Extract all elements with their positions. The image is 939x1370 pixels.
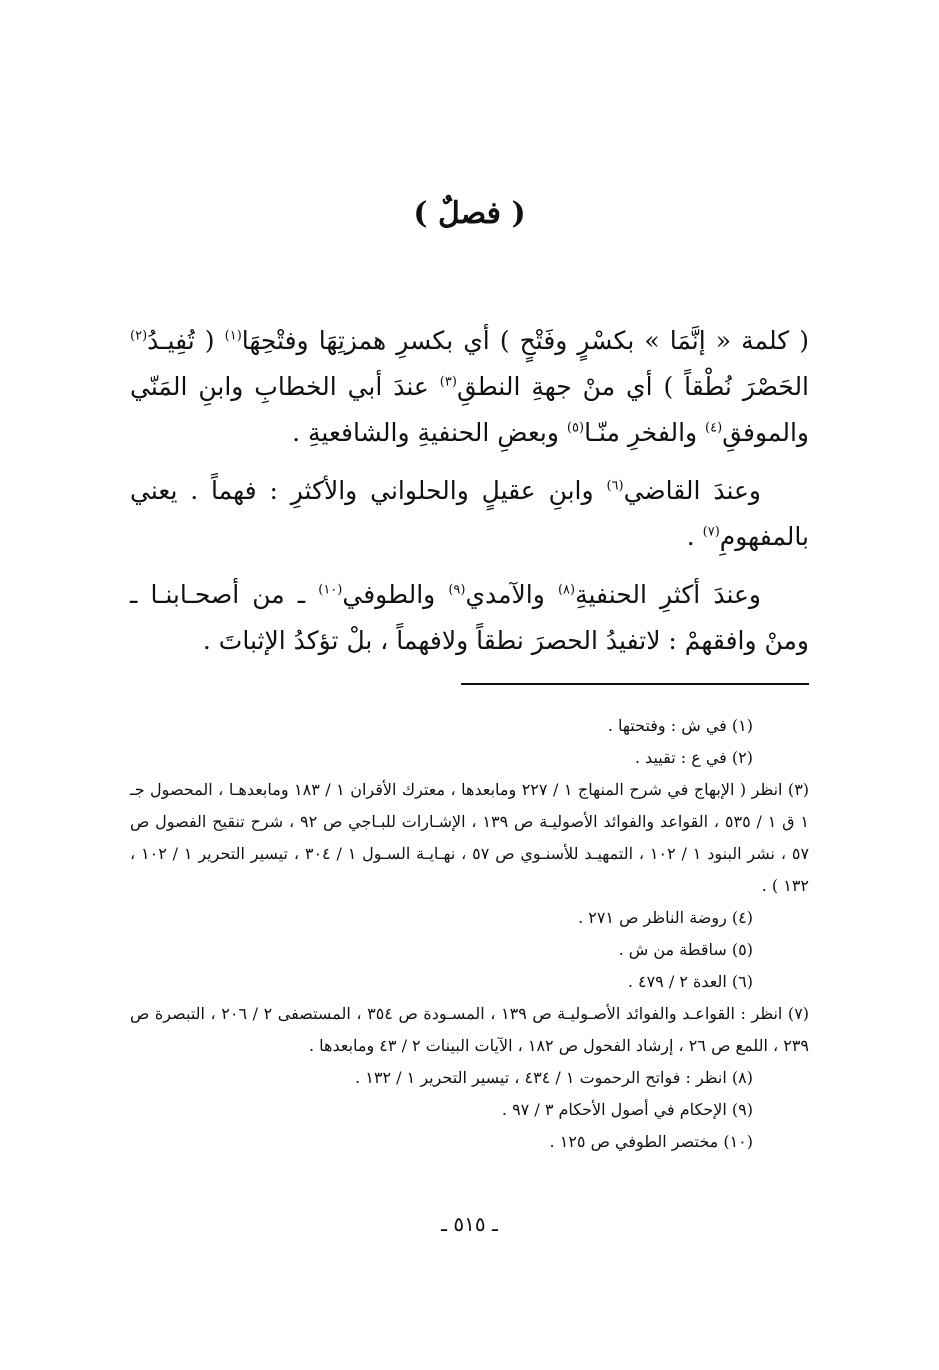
main-text (130, 318, 809, 676)
footnote: (٩) الإحكام في أصول الأحكام ٣ / ٩٧ . (501, 1100, 753, 1119)
footnote-marker: (٣) (439, 374, 457, 390)
text-run: ( كلمة « إنَّمَا » بكسْرٍ وفَتْحٍ ) أي بكسرِ همزتِهَا وفتْحِهَا (241, 326, 809, 355)
text-run: ( تُفِيـدُ (147, 326, 225, 355)
footnote: (٥) ساقطة من ش . (618, 940, 753, 959)
footnote: (١) في ش : وفتحتها . (607, 716, 753, 735)
text-run: وبعضِ الحنفيةِ والشافعيةِ . (292, 418, 567, 447)
footnote-separator (461, 683, 809, 685)
footnote: (٤) روضة الناظر ص ٢٧١ . (578, 908, 753, 927)
footnote-marker: (٢) (130, 328, 148, 344)
footnote: (٧) انظر : القواعـد والفوائد الأصـوليـة ص ١٣٩ ، المسـودة ص ٣٥٤ ، المستصفى ٢ / ٢٠٦ ، التبصرة ص ٢٣٩ ، اللمع ص ٢٦ ، إرشاد الفحول ص ١٨٢ ، الآيات البينات ٢ / ٤٣ ومابعدها . (130, 1004, 810, 1055)
text-run: وابنِ عقيلٍ والحلواني والأكثرِ : فهماً . يعني بالمفهومِ (130, 476, 809, 551)
text-run: والآمدي (465, 580, 558, 609)
text-run: وعندَ أكثرِ الحنفيةِ (575, 580, 762, 609)
footnote-marker: (٤) (705, 420, 723, 436)
paragraph (130, 468, 809, 560)
footnote: (٨) انظر : فواتح الرحموت ١ / ٤٣٤ ، تيسير التحرير ١ / ١٣٢ . (355, 1068, 753, 1087)
footnote-marker: (١) (224, 328, 242, 344)
footnote: (٦) العدة ٢ / ٤٧٩ . (627, 972, 753, 991)
footnote: (٣) انظر ( الإبهاج في شرح المنهاج ١ / ٢٢٧ ومابعدها ، معترك الأقران ١ / ١٨٣ ومابعدهـا ، المحصول جـ ١ ق ١ / ٥٣٥ ، القواعد والفوائد الأصوليـة ص ١٣٩ ، الإشـارات للبـاجي ص ٩٢ ، شرح تنقيح الفصول ص ٥٧ ، نشر البنود ١ / ١٠٢ ، التمهيـد للأسنـوي ص ٥٧ ، نهـايـة السـول ١ / ٣٠٤ ، تيسير التحرير ١ / ١٠٢ ، ١٣٢ ) . (130, 780, 810, 895)
footnote-marker: (٨) (557, 582, 576, 598)
text-run: عندَ أبي الخطابِ وابنِ المَنّي والموفقِ (130, 372, 809, 447)
footnote-marker: (٥) (566, 420, 585, 436)
text-run: والطوفي (342, 580, 449, 609)
footnote: (١٠) مختصر الطوفي ص ١٢٥ . (549, 1132, 753, 1151)
footnote-marker: (٩) (448, 582, 466, 598)
page-number: ـ ٥١٥ ـ (441, 1212, 498, 1236)
text-run: الحَصْرَ نُطْقاً ) أي منْ جهةِ النطقِ (456, 372, 810, 401)
footnotes (130, 710, 809, 1158)
footnote-marker: (٧) (702, 524, 720, 540)
text-run: والفخرِ منّـا (584, 418, 706, 447)
footnote-marker: (٦) (606, 478, 624, 494)
paragraph (130, 572, 809, 664)
text-run: . (686, 522, 703, 551)
section-title: ( فصلٌ ) (413, 196, 526, 231)
footnote-marker: (١٠) (318, 582, 343, 598)
text-run: ـ من أصحـابنـا ـ ومنْ وافقهمْ : لاتفيدُ الحصرَ نطقاً ولافهماً ، بلْ تؤكدُ الإثباتَ . (130, 580, 809, 655)
footnote: (٢) في ع : تقييد . (634, 748, 753, 767)
text-run: وعندَ القاضي (623, 476, 761, 505)
paragraph (130, 318, 809, 456)
